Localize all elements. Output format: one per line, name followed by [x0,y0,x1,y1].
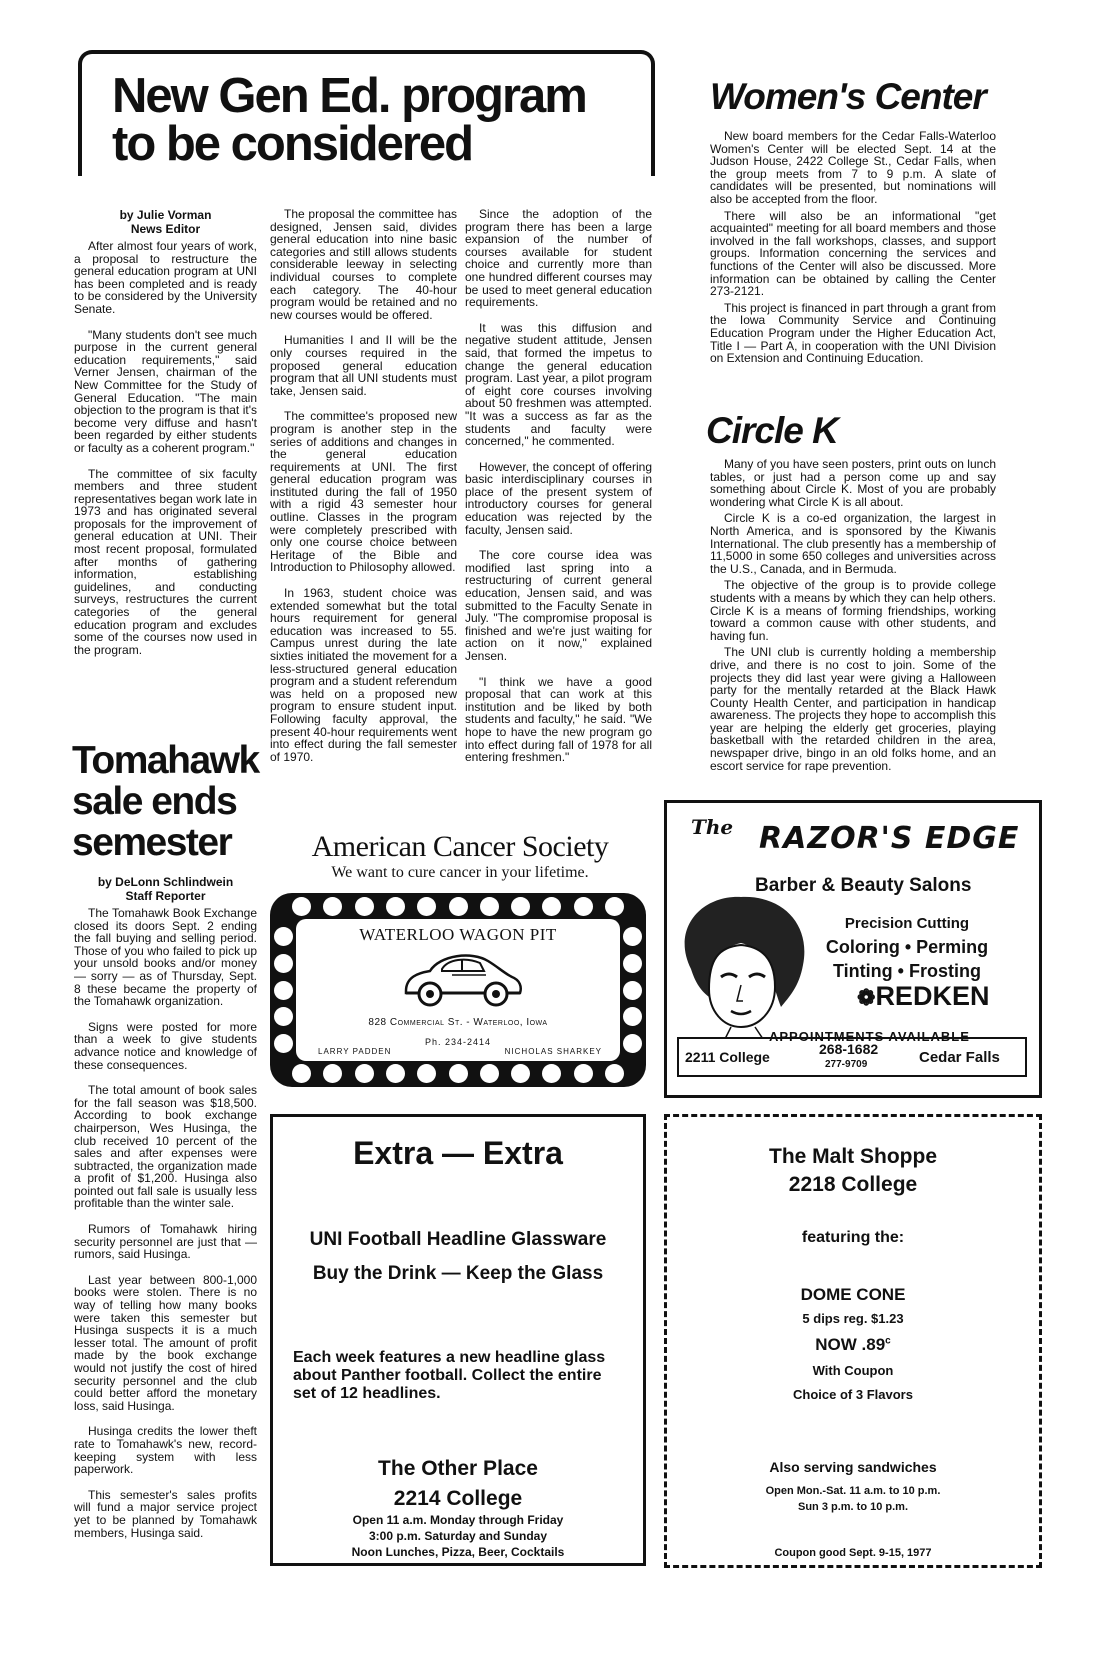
razors-edge-the: The [691,815,734,839]
malt-shoppe-item: DOME CONE [800,1285,906,1304]
marquee-light-dot [511,897,530,916]
gen-ed-paragraph: However, the concept of offering basic interdisciplinary courses in place of the present system of introductory courses for general education was rejected by the faculty, Jensen said. [465,459,652,537]
tomahawk-byline [74,875,257,903]
marquee-light-dot [623,1007,642,1026]
marquee-light-dot [480,1064,499,1083]
razors-edge-service: Coloring • Perming [825,937,989,957]
tomahawk-paragraph: Last year between 800-1,000 books were stolen. There is no way of telling how many books were taken this semester but Husinga suspects it is a much lesser total. The amount of profit made by the book exchange would not justify the cost of hired security personnel and the club could better afford the monetary loss, said Husinga. [74,1272,257,1413]
gen-ed-paragraph: The core course idea was modified last spring into a restructuring of current general education, Jensen said, and was submitted to the Faculty Senate in July. "The compromise proposal is finished and we're just waiting for action on it now," explained Jensen. [465,548,652,663]
malt-shoppe-good: Coupon good Sept. 9-15, 1977 [774,1547,932,1559]
gen-ed-paragraph: It was this diffusion and negative student attitude, Jensen said, that formed the impetus to change the general education program. Last year, a pilot program of eight core courses involving about 50 freshmen was attempted. "It was a success as far as the students and faculty were concerned," he commented. [465,320,652,449]
tomahawk-paragraph: Husinga credits the lower theft rate to Tomahawk's new, record-keeping system with less paperwork. [74,1424,257,1477]
marquee-light-dot [449,1064,468,1083]
gen-ed-headline-line2: to be considered [112,117,473,171]
gen-ed-byline-title: News Editor [130,222,201,236]
redken-logo-icon: ❁ [857,985,876,1010]
razors-edge-services [817,913,997,983]
malt-shoppe-hours2: Sun 3 p.m. to 10 p.m. [797,1501,909,1513]
wagon-pit-owner-left: LARRY PADDEN [318,1047,392,1056]
razors-edge-address: 2211 College [685,1049,770,1065]
gen-ed-paragraph: After almost four years of work, a proposal to restructure the general education program at UNI has been completed and is ready to be considered by the University Senate. [74,239,257,316]
marquee-light-dot [417,1064,436,1083]
wagon-pit-name: WATERLOO WAGON PIT [359,925,557,944]
razors-edge-city: Cedar Falls [919,1049,1000,1066]
gen-ed-paragraph: "I think we have a good proposal that can work at this institution and be liked by both students and faculty," he said. "We hope to have the new program go into effect during fall of 1978 for all entering freshmen." [465,674,652,765]
gen-ed-byline [74,208,257,236]
marquee-light-dot [511,1064,530,1083]
woman-portrait-illustration [671,889,821,1039]
gen-ed-paragraph: The committee of six faculty members and three student representatives began work late in 1973 and has originated several proposals for the improvement of general education at UNI. Their most recent proposal, formulated after months of gathering information, establishing guidelines, and conducting surveys, restructures the current categories of the general education program and excludes some of the courses now used in the program. [74,466,257,657]
circle-k-paragraph: The UNI club is currently holding a membership drive, and there is no cost to join. Some of the projects they did last year were giving a Halloween party for the mentally retarded at the Black Hawk County Health Center, and participation in handicap awareness. The projects they hope to accomplish this year are helping the elderly get groceries, playing basketball with the retarded children in the area, newspaper drive, bingo in an old folks home, and an escort service for rape prevention. [710,645,996,773]
malt-shoppe-also: Also serving sandwiches [769,1459,937,1475]
circle-k-paragraph: Many of you have seen posters, print outs on lunch tables, or just had a person come up and say something about Circle K. Most of you are probably wondering what Circle K is all about. [710,457,996,509]
marquee-light-dot [623,981,642,1000]
malt-shoppe-coupon: With Coupon [812,1363,894,1378]
razors-edge-contact-box [677,1037,1027,1077]
other-place-menu: Noon Lunches, Pizza, Beer, Cocktails [351,1545,565,1559]
malt-shoppe-now-wrap [667,1335,1039,1355]
marquee-light-dot [542,897,561,916]
gen-ed-paragraph: "Many students don't see much purpose in the current general education requirements," said Verner Jensen, chairman of the New Committee for the Study of General Education. "The main objection to the program is that it's become very diffuse and hasn't been regarded by either students or faculty as a coherent program." [74,327,257,455]
malt-shoppe-flavors: Choice of 3 Flavors [793,1387,913,1402]
tomahawk-byline-title: Staff Reporter [125,889,206,903]
razors-edge-service: Tinting • Frosting [833,961,981,981]
marquee-light-dot [574,897,593,916]
other-place-body: Each week features a new headline glass about Panther football. Collect the entire set of 12 headlines. [293,1349,606,1402]
tomahawk-paragraph: Rumors of Tomahawk hiring security personnel are just that —rumors, said Husinga. [74,1222,257,1262]
marquee-light-dot [355,897,374,916]
womens-center-paragraph: There will also be an informational "get acquainted" meeting for all board members and those involved in the fall workshops, classes, and support groups. Information concerning the services and functions of the Center will also be discussed. More information can be obtained by calling the Center 273-2121. [710,208,996,299]
gen-ed-col2 [270,208,457,776]
razors-edge-appointments: APPOINTMENTS AVAILABLE [765,1029,974,1044]
other-place-line1: UNI Football Headline Glassware [309,1229,607,1250]
marquee-light-dot [605,897,624,916]
marquee-light-dot [274,981,293,1000]
tomahawk-headline-line2: sale ends [72,780,237,823]
marquee-light-dot [623,927,642,946]
wagon-pit-phone: Ph. 234-2414 [424,1037,492,1047]
circle-k-paragraph: Circle K is a co-ed organization, the largest in North America, and is sponsored by the Kiwanis International. The club presently has a membership of 11,5000 in some 650 colleges and universities across the U.S., Canada, and in Bermuda. [710,511,996,576]
womens-center-paragraph: New board members for the Cedar Falls-Waterloo Women's Center will be elected Sept. 14 at the Judson House, 2422 College St., Cedar Falls, when the group meets from 7 to 9 p.m. A slate of candidates will be presented, but nominations will also be accepted from the floor. [710,129,996,206]
marquee-light-dot [323,1064,342,1083]
marquee-light-dot [623,1034,642,1053]
malt-shoppe-ad [664,1114,1042,1568]
malt-shoppe-address: 2218 College [788,1173,918,1196]
tomahawk-byline-name: by DeLonn Schlindwein [97,875,234,889]
gen-ed-paragraph: In 1963, student choice was extended somewhat but the total hours requirement for general education was increased to 55. Campus unrest during the late sixties initiated the movement for a less-structured general education program and a student referendum was held on a proposed new program to ensure student input. Following faculty approval, the present 40-hour requirements went into effect during the fall semester of 1970. [270,586,457,764]
marquee-light-dot [605,1064,624,1083]
razors-edge-subtitle: Barber & Beauty Salons [755,875,972,896]
other-place-ad [270,1114,646,1566]
razors-edge-brand-name: REDKEN [875,981,990,1011]
marquee-light-dot [386,897,405,916]
marquee-light-dot [574,1064,593,1083]
malt-shoppe-now: NOW .89 [815,1335,886,1354]
marquee-light-dot [449,897,468,916]
womens-center-article [710,130,996,369]
marquee-light-dot [274,927,293,946]
cancer-society-title: American Cancer Society [311,830,609,863]
other-place-hours1: Open 11 a.m. Monday through Friday [352,1513,564,1527]
other-place-name: The Other Place [378,1457,538,1480]
malt-shoppe-name: The Malt Shoppe [769,1145,937,1168]
tomahawk-paragraph: The Tomahawk Book Exchange closed its doors Sept. 2 ending the fall buying and selling period. Those of you who failed to pick up your unsold books and/or money — sorry — as of Thursday, Sept. 8 these became the property of the Tomahawk organization. [74,906,257,1009]
malt-shoppe-hours1: Open Mon.-Sat. 11 a.m. to 10 p.m. [765,1485,941,1497]
marquee-light-dot [323,897,342,916]
tomahawk-article [74,875,257,1552]
razors-edge-phone1: 268-1682 [819,1041,879,1057]
malt-shoppe-featuring: featuring the: [801,1229,905,1246]
circle-k-headline: Circle K [706,410,838,451]
circle-k-article [710,458,996,776]
other-place-line2: Buy the Drink — Keep the Glass [312,1263,604,1284]
marquee-light-dot [386,1064,405,1083]
cancer-society-tagline: We want to cure cancer in your lifetime. [331,864,589,881]
tomahawk-paragraph: This semester's sales profits will fund a major service project yet to be planned by Tomahawk members, Husinga said. [74,1487,257,1540]
circle-k-paragraph: The objective of the group is to provide college students with a means by which they can help others. Circle K is a means of forming friendships, working toward a common cause with other students, and having fun. [710,578,996,643]
malt-shoppe-cents: c [885,1335,891,1347]
tomahawk-paragraph: The total amount of book sales for the fall season was $18,500. According to book exchange chairperson, Wes Husinga, the club received 10 percent of the sales and after expenses were subtracted, the organization made a profit of $1,200. Husinga also pointed out fall sale is usually less profitable than the winter sale. [74,1083,257,1211]
wagon-pit-owner-right: NICHOLAS SHARKEY [504,1047,602,1056]
razors-edge-phone2: 277-9709 [825,1059,868,1070]
gen-ed-byline-name: by Julie Vorman [119,208,212,222]
cancer-society-ad [270,830,650,882]
marquee-light-dot [355,1064,374,1083]
marquee-light-dot [274,1034,293,1053]
marquee-light-dot [274,1007,293,1026]
gen-ed-headline-line1: New Gen Ed. program [112,69,586,123]
tomahawk-headline-line1: Tomahawk [72,739,259,782]
razors-edge-name: RAZOR'S EDGE [759,821,1020,856]
marquee-light-dot [292,1064,311,1083]
tomahawk-headline [72,740,272,863]
gen-ed-headline [112,69,652,171]
marquee-light-dot [417,897,436,916]
gen-ed-paragraph: The committee's proposed new program is another step in the series of additions and changes in the general education requirements at UNI. The first general education program was instituted during the fall of 1950 with a rigid 43 semester hour outline. Classes in the program were completely prescribed with only one course choice between Heritage of the Bible and Introduction to Philosophy allowed. [270,409,457,575]
razors-edge-ad [664,800,1042,1098]
marquee-light-dot [623,954,642,973]
womens-center-headline: Women's Center [710,76,986,117]
vw-beetle-icon [396,947,526,1009]
razors-edge-service: Precision Cutting [844,915,970,932]
marquee-light-dot [480,897,499,916]
womens-center-paragraph: This project is financed in part through a grant from the Iowa Community Service and Continuing Education Program under the Higher Education Act, Title I — Part A, in cooperation with the UNI Division on Extension and Continuing Education. [710,300,996,366]
other-place-headline: Extra — Extra [353,1135,563,1171]
razors-edge-brand [857,981,989,1012]
tomahawk-paragraph: Signs were posted for more than a week to give students advance notice and knowledge of these consequences. [74,1019,257,1072]
tomahawk-headline-line3: semester [72,821,232,864]
malt-shoppe-reg: 5 dips reg. $1.23 [802,1311,904,1326]
marquee-light-dot [274,954,293,973]
marquee-light-dot [292,897,311,916]
gen-ed-col1 [74,208,257,669]
gen-ed-paragraph: The proposal the committee has designed, Jensen said, divides general education into nine basic categories and still allows students considerable leeway in selecting individual courses to complete each category. The 40-hour program would be retained and no new courses would be offered. [270,207,457,322]
marquee-light-dot [542,1064,561,1083]
other-place-address: 2214 College [393,1487,523,1510]
gen-ed-col3 [465,208,652,777]
wagon-pit-ad [270,893,646,1087]
gen-ed-paragraph: Since the adoption of the program there has been a large expansion of the number of courses available for student choice and currently more than one hundred different courses may be used to meet general education requirements. [465,207,652,310]
gen-ed-paragraph: Humanities I and II will be the only courses required in the proposed general education program that all UNI students must take, Jensen said. [270,333,457,398]
wagon-pit-panel [296,919,620,1061]
other-place-hours2: 3:00 p.m. Saturday and Sunday [368,1529,548,1543]
wagon-pit-address: 828 Commercial St. - Waterloo, Iowa [368,1017,548,1028]
